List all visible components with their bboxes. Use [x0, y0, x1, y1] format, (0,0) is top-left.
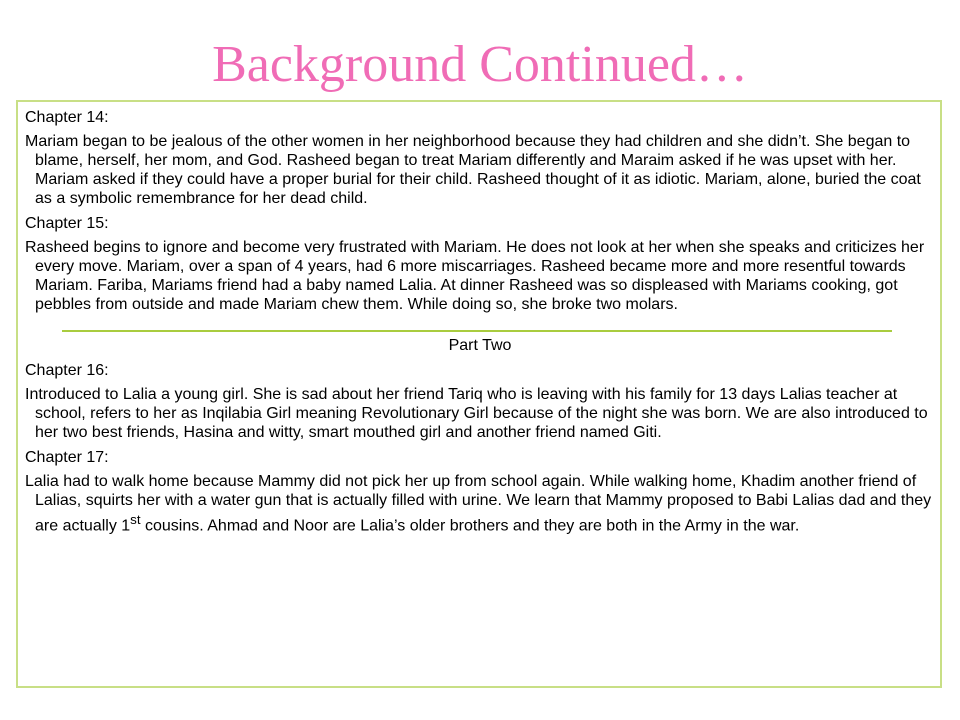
section-divider — [62, 330, 892, 332]
chapter-15-summary: Rasheed begins to ignore and become very frustrated with Mariam. He does not look at her when she speaks and criticizes her every move. Mariam, over a span of 4 years, had 6 more miscarriages. Rasheed became more and more resentful towards Mariam. Fariba, Mariams friend had a baby named Lalia. At dinner Rasheed was so displeased with Mariams cooking, got pebbles from outside and made Mariam chew them. While doing so, she broke two molars. — [25, 239, 925, 313]
chapter-17-text-part1: Lalia had to walk home because Mammy did not pick her up from school again. While walking home, Khadim another friend of Lalias, squirts her with a water gun that is actually filled with urine. We learn that Mammy proposed to Babi Lalias dad and they are actually 1 — [25, 473, 932, 535]
chapter-17-heading: Chapter 17: — [25, 449, 109, 466]
chapter-15-heading: Chapter 15: — [25, 215, 109, 232]
chapter-17-summary — [25, 472, 935, 535]
ordinal-superscript: st — [130, 512, 141, 527]
chapter-14-summary: Mariam began to be jealous of the other women in her neighborhood because they had children and she didn’t. She began to blame, herself, her mom, and God. Rasheed began to treat Mariam differently and Maraim asked if he was upset with her. Mariam asked if they could have a proper burial for their child. Rasheed thought of it as idiotic. Mariam, alone, buried the coat as a symbolic remembrance for her dead child. — [25, 133, 921, 207]
part-two-title: Part Two — [448, 337, 512, 354]
slide-content — [25, 108, 935, 541]
chapter-16-summary: Introduced to Lalia a young girl. She is sad about her friend Tariq who is leaving with his family for 13 days Lalias teacher at school, refers to her as Inqilabia Girl meaning Revolutionary Girl because of the night she was born. We are also introduced to her two best friends, Hasina and witty, smart mouthed girl and another friend named Giti. — [25, 386, 928, 441]
chapter-14-heading: Chapter 14: — [25, 109, 109, 126]
chapter-17-text-part2: cousins. Ahmad and Noor are Lalia’s older brothers and they are both in the Army in the war. — [140, 517, 800, 535]
chapter-16-heading: Chapter 16: — [25, 362, 109, 379]
slide-title: Background Continued… — [212, 36, 748, 93]
